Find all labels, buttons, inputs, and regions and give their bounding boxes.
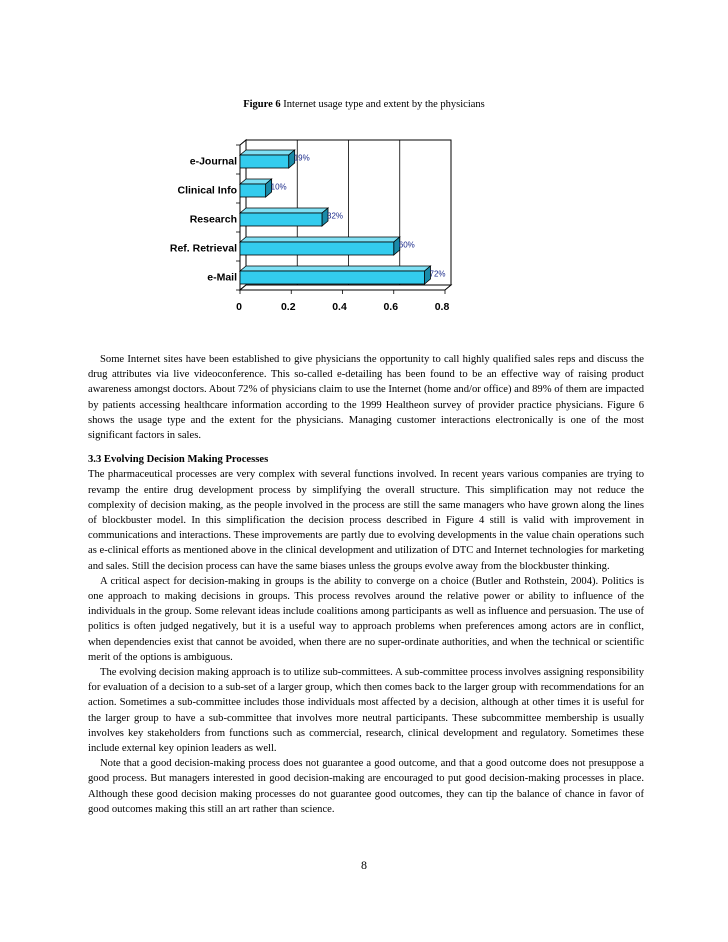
- bar: [240, 155, 289, 168]
- data-label: 60%: [398, 240, 415, 250]
- paragraph: Some Internet sites have been established to give physicians the opportunity to call highly qualified sales reps and discuss the drug attributes via live videoconference. This so-called e-detailing has been found to be an effective way of raising product awareness amongst doctors. About 72% of physicians claim to use the Internet (home and/or office) and 89% of them are impacted by patients accessing healthcare information according to the 1999 Healtheon survey of provider practice physicians. Figure 6 shows the usage type and the extent for the physicians. Managing customer interactions electronically is one of the most significant factors in sales.: [88, 354, 644, 442]
- figure-label: Figure 6: [243, 99, 281, 110]
- data-label: 10%: [270, 182, 287, 192]
- x-tick-label: 0: [236, 301, 242, 313]
- x-tick-label: 0.6: [383, 301, 399, 313]
- x-tick-label: 0.4: [332, 301, 347, 313]
- category-label: Ref. Retrieval: [169, 242, 237, 255]
- section-heading: 3.3 Evolving Decision Making Processes: [88, 454, 269, 466]
- bar: [240, 271, 425, 284]
- category-label: Clinical Info: [177, 184, 237, 197]
- category-label: e-Journal: [189, 155, 237, 168]
- bar: [240, 242, 394, 255]
- category-label: e-Mail: [207, 271, 237, 284]
- data-label: 32%: [327, 211, 344, 221]
- x-axis-floor: [240, 285, 451, 290]
- paragraph: A critical aspect for decision-making in groups is the ability to converge on a choice (Butler and Rothstein, 2004). Politics is one approach to making decisions in groups. This process revolves around the relative power or ability to influence of the individuals in the group. Some relevant ideas include coalitions among participants as well as influence and persuasion. The use of politics is often judged negatively, but it is a useful way to approach problems when preferences among actors are in conflict, when dependencies exist that cannot be avoided, when there are no super-ordinate authorities, and when the technical or scientific merit of the options is ambiguous.: [88, 575, 644, 663]
- bar: [240, 213, 322, 226]
- body-text: [88, 352, 644, 817]
- paragraph: The pharmaceutical processes are very complex with several functions involved. In recent years various companies are trying to revamp the entire drug development process by simplifying the overall structure. This simplification may not reduce the complexity of decision making, as the people involved in the process are still the same managers who have grown along the lines of blockbuster model. In this simplification the decision process described in Figure 4 still is valid with improvement in communications and interactions. These improvements are partly due to evolving developments in the value chain operations such as e-clinical efforts as mentioned above in the clinical development and utilization of DTC and Internet technologies for marketing and sales. Still the decision process can have the same biases unless the groups evolve away from the blockbuster thinking.: [88, 469, 644, 572]
- bar-top-face: [240, 237, 400, 242]
- bar-top-face: [240, 266, 431, 271]
- x-tick-label: 0.2: [280, 301, 296, 313]
- x-tick-label: 0.8: [434, 301, 450, 313]
- figure-caption-text: Internet usage type and extent by the physicians: [283, 99, 485, 110]
- category-label: Research: [189, 213, 237, 226]
- data-label: 19%: [293, 153, 310, 163]
- paragraph: Note that a good decision-making process does not guarantee a good outcome, and that a good outcome does not presuppose a good process. But managers interested in good decision-making are encouraged to put good decision-making processes in place. Although these good decision making processes do not guarantee good outcomes, they can tip the balance of chance in favor of good outcomes making this still an art rather than science.: [88, 758, 644, 815]
- bar-top-face: [240, 208, 328, 213]
- bar: [240, 184, 266, 197]
- data-label: 72%: [429, 269, 446, 279]
- page-number: 8: [361, 858, 367, 872]
- paragraph: The evolving decision making approach is to utilize sub-committees. A sub-committee process involves assigning responsibility for evaluation of a decision to a sub-set of a larger group, which then comes back to the larger group with recommendations for an action. Sometimes a sub-committee includes those individuals most affected by a decision, although at other times it is useful for the larger group to have a sub-committee that involves more neutral participants. These subcommittee membership is usually involves key stakeholders from functions such as commercial, research, clinical development and regulatory. Sometimes these include external key opinion leaders as well.: [88, 667, 644, 755]
- bar-top-face: [240, 150, 295, 155]
- bar-chart: [0, 0, 728, 330]
